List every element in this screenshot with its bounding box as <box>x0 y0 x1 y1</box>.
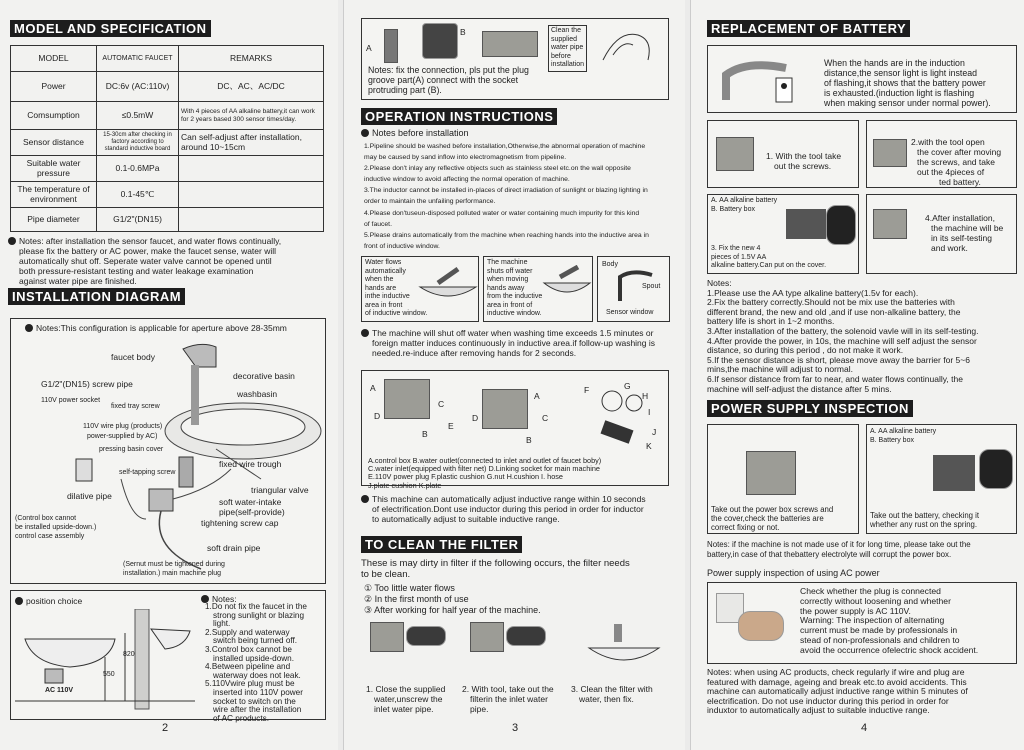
label-control-box-2: be installed upside-down.) <box>15 524 97 531</box>
label-dilative: dilative pipe <box>67 491 112 501</box>
label-fixed-tray: fixed tray screw <box>111 403 160 410</box>
control-box-image <box>384 379 430 419</box>
cell: Sensor distance <box>11 130 97 156</box>
rep-text: When the hands are in the induction distance,the sensor light is light instead of flashing,it shows that the battery power is exhausted.(induction light is flashing when making sensor under normal power). <box>824 58 991 108</box>
filter-intro: These is may dirty in filter if the following occurs, the filter needs to be clean. <box>361 558 630 580</box>
flow-box-2 <box>483 256 593 322</box>
install-title: INSTALLATION DIAGRAM <box>8 288 185 305</box>
label-sernut-2: installation.) main machine plug <box>123 570 222 577</box>
label-b: B <box>460 27 466 37</box>
letter-e: E <box>448 421 454 431</box>
ac-title: Power supply inspection of using AC power <box>707 568 880 578</box>
ac-text: Check whether the plug is connected correctly without loosening and whether the power supply is AC 110V. Warning: The inspection of alternating current must be made by professionals in stead of non-professionals and children to avoid the occurrence ofelectric shock accident. <box>800 586 979 655</box>
hand-plug-image <box>738 611 784 641</box>
step2-text: 2.with the tool open the cover after moving the screws, and take out the 4pieces of ted battery. <box>911 137 1002 187</box>
battery-box-image <box>933 455 975 491</box>
cell <box>179 208 324 232</box>
step-2-text: 2. With tool, take out the filterin the inlet water pipe. <box>462 684 554 714</box>
hand-image <box>826 205 856 245</box>
cell: 0.1-0.6MPa <box>97 156 179 182</box>
psi-title: POWER SUPPLY INSPECTION <box>707 400 913 417</box>
step4-text: 4.After installation, the machine will be in its self-testing and work. <box>925 213 1004 253</box>
label-plug: 110V wire plug (products) <box>83 423 163 430</box>
cell: Power <box>11 72 97 102</box>
filter-items: ① Too little water flows ② In the first month of use ③ After working for half year of the machine. <box>364 583 541 615</box>
cell: Comsumption <box>11 102 97 130</box>
shutoff-text: The machine will shut off water when washing time exceeds 1.5 minutes or foreign matter induces continuously in inductive area.if follow-up washing is needed.re-induce after removing hands for 2 seconds. <box>361 328 655 358</box>
cell: 0.1-45℃ <box>97 182 179 208</box>
bullet-icon <box>15 597 23 605</box>
letter-g: G <box>624 381 631 391</box>
pos-notes: 1.Do not fix the faucet in the strong sunlight or blazing light. 2.Supply and waterway switch being turned off. 3.Control box cannot be installed upside-down. 4.Between pipeline and waterway does not leak. 5.110Vwire plug must be inserted into 110V power socket to switch on the wire after the installation of AC products. <box>205 602 307 723</box>
label-g12: G1/2"(DN15) screw pipe <box>41 379 133 389</box>
step-1-text: 1. Close the supplied water,unscrew the inlet water pipe. <box>366 684 446 714</box>
label-soft-intake: soft water-intake <box>219 497 282 507</box>
label-washbasin: washbasin <box>237 389 278 399</box>
step1-text: 1. With the tool take out the screws. <box>766 151 842 171</box>
top-notes: Notes: fix the connection, pls put the plug groove part(A) connect with the socket protruding part (B). <box>368 65 529 95</box>
psi-right-text: Take out the battery, checking it whether any rust on the spring. <box>870 511 980 529</box>
label-pressing: pressing basin cover <box>99 446 164 453</box>
cell <box>179 182 324 208</box>
cell: Suitable water pressure <box>11 156 97 182</box>
spec-title: MODEL AND SPECIFICATION <box>10 20 211 37</box>
notes-line: please fix the battery or AC power, make the faucet sense, water will <box>19 246 277 256</box>
bullet-icon <box>361 129 369 137</box>
adjust-text: This machine can automatically adjust inductive range within 10 seconds of electrification.Dont use inductor during this period in order for inductor to automatically adjust to suitable inductive range. <box>361 494 646 524</box>
psi-notes: Notes: if the machine is not made use of it for long time, please take out the battery,in case of that thebattery electrolyte will corrupt the power box. <box>707 540 971 559</box>
page-number: 2 <box>162 722 169 734</box>
letter-d2: D <box>472 413 479 423</box>
label-tightening: tightening screw cap <box>201 518 279 528</box>
parts-legend: A.control box B.water outlet(connected to inlet and outlet of faucet boby) C.water inlet(equipped with filter net) D.Linking socket for main machine E.110V power plug F.plastic cushion G.nut H.cushion I. hose J.plate cushion K.plate <box>368 456 602 490</box>
notes-line: against water pipe are finished. <box>19 276 137 286</box>
page-2 <box>0 0 338 750</box>
plug-image <box>384 29 398 63</box>
psi-a: A. AA alkaline battery B. Battery box <box>870 428 937 444</box>
letter-k: K <box>646 441 652 451</box>
psi-right <box>866 424 1017 534</box>
page-number: 4 <box>861 722 868 734</box>
flow-box-3 <box>597 256 670 322</box>
letter-d: D <box>374 411 381 421</box>
label-110v: 110V power socket <box>41 397 101 404</box>
label-faucet-body: faucet body <box>111 352 155 362</box>
label-sernut-1: (Sernut must be tightened during <box>123 561 225 568</box>
label-control-box-3: control case assembly <box>15 533 85 540</box>
parts-figure <box>361 370 669 490</box>
filter-step-2-box <box>470 622 504 652</box>
bullet-icon <box>361 495 369 503</box>
cell: DC:6v (AC:110v) <box>97 72 179 102</box>
box1-text: Water flows automatically when the hands are inthe inductive area in front of inductive window. <box>365 259 428 317</box>
connection-figure <box>361 18 669 100</box>
bullet-icon <box>8 237 16 245</box>
letter-b2: B <box>526 435 532 445</box>
cell: Pipe diameter <box>11 208 97 232</box>
psi-left-text: Take out the power box screws and the cover,check the batteries are correct fixing or not. <box>711 505 834 532</box>
label-triangular: triangular valve <box>251 485 309 495</box>
dim-820: 820 <box>123 651 135 658</box>
op-items: 1.Pipeline should be washed before installation,Otherwise,the abnormal operation of machine may be caused by sand inflow into electromagnetism from pipeline. 2.Please don't inlay any reflective objects such as stainless steel etc.on the wall opposite inductive window to avoid affecting the normal operation of machine. 3.The inductor cannot be installed in-places of direct irradiation of sunlight or blazing lighting in order to maintain the unfailing performance. 4.Please don'tuseun-disposed polluted water or water containing much impurity for this kind of faucet. 5.Please drains automatically from the machine when reaching hands into the inductive area in front of inductive window. <box>364 143 649 250</box>
cell: DC、AC、AC/DC <box>179 72 324 102</box>
letter-f: F <box>584 385 590 395</box>
faucet-sketch <box>612 267 662 303</box>
basin-hand-1 <box>418 265 478 305</box>
letter-i: I <box>648 407 651 417</box>
final-notes: Notes: when using AC products, check regularly if wire and plug are featured with damage, ageing and break etc.to avoid accidents. This machine can automatically adjust inductive range within 5 minutes of electrification. Do not use inductor during this period in order for induxtor to automatically adjust to suitable inductive range. <box>707 667 968 716</box>
faucet-light-sketch <box>716 50 816 110</box>
socket-image <box>422 23 458 59</box>
battery-step-2 <box>866 120 1017 188</box>
page-3 <box>343 0 685 750</box>
ac-label: AC 110V <box>45 687 74 694</box>
box-image <box>482 31 538 57</box>
hand-sketch <box>598 25 658 65</box>
cell: ≤0.5mW <box>97 102 179 130</box>
box3-body: Body <box>602 261 618 268</box>
letter-c: C <box>438 399 445 409</box>
op-sub: Notes before installation <box>361 128 469 138</box>
battery-box-image <box>873 209 907 239</box>
clean-note: Clean the supplied water pipe before installation <box>548 25 587 72</box>
position-drawing <box>15 609 195 719</box>
cell: 15-30cm after checking in factory according to standard inductive board <box>97 130 179 156</box>
notes-line: automatically shut off. Seperate water valve cannot be opened until <box>19 256 272 266</box>
step3-top: A. AA alkaline battery B. Battery box <box>711 197 778 213</box>
cell: G1/2"(DN15) <box>97 208 179 232</box>
cell: With 4 pieces of AA alkaline battery,it can work for 2 years based 300 sensor times/day. <box>179 102 324 130</box>
letter-j: J <box>652 427 657 437</box>
battery-box-image <box>786 209 826 239</box>
battery-step-4 <box>866 194 1017 274</box>
battery-step-1 <box>707 120 859 188</box>
letter-h: H <box>642 391 649 401</box>
flow-box-1 <box>361 256 479 322</box>
filter-step-3-basin <box>584 620 664 670</box>
label-decorative-basin: decorative basin <box>233 371 295 381</box>
label-pipe-self: pipe(self-provide) <box>219 507 285 517</box>
cell: The temperature of environment <box>11 182 97 208</box>
label-powered: power-supplied by AC) <box>87 433 158 440</box>
position-choice <box>10 590 326 723</box>
battery-box-image <box>873 139 907 167</box>
box2-text: The machine shuts off water when moving hands away from the inductive area in front of inductive window. <box>487 259 543 317</box>
step3-bottom: 3. Fix the new 4 pieces of 1.5V AA alkaline battery.Can put on the cover. <box>711 245 827 269</box>
battery-box-image <box>716 137 754 171</box>
psi-left <box>707 424 859 534</box>
label-soft-drain: soft drain pipe <box>207 543 261 553</box>
page-4 <box>690 0 1024 750</box>
filter-title: TO CLEAN THE FILTER <box>361 536 522 553</box>
notes-line: both pressure-resistant testing and water leakage examination <box>19 266 254 276</box>
letter-a: A <box>370 383 376 393</box>
battery-step-3 <box>707 194 859 274</box>
install-diagram <box>10 318 326 584</box>
th-model: MODEL <box>11 46 97 72</box>
pos-notes-title: Notes: <box>201 594 237 604</box>
box3-spout: Spout <box>642 283 661 290</box>
power-box-image <box>746 451 796 495</box>
notes-line: Notes: after installation the sensor faucet, and water flows continually, <box>8 236 281 246</box>
dim-550: 550 <box>103 671 115 678</box>
letter-b: B <box>422 429 428 439</box>
cell <box>179 156 324 182</box>
th-remarks: REMARKS <box>179 46 324 72</box>
label-self-tapping: self-tapping screw <box>119 469 176 476</box>
ac-figure <box>707 582 1017 664</box>
label-a: A <box>366 43 372 53</box>
rep-title: REPLACEMENT OF BATTERY <box>707 20 910 37</box>
step-3-text: 3. Clean the filter with water, then fix. <box>571 684 653 704</box>
battery-notes: Notes: 1.Please use the AA type alkaline battery(1.5v for each). 2.Fix the battery correctly.Should not be mix use the batteries with different brand, the new and old ,and if use non-alkaline battery, the battery life is short in 1~2 months. 3.After installation of the battery, the solenoid vavle will in its self-testing. 4.After provide the power, in 10s, the machine will self adjust the sensor distance, so during this period , do not make it work. 5.If the sensor distance is short, please move away the barrier for 5~6 mins,the machine will adjust to normal. 6.If sensor distance from far to near, and water flows continually, the machine will self-adjust the distance after 5 mins. <box>707 278 979 394</box>
label-control-box-1: (Control box cannot <box>15 515 77 522</box>
spec-table <box>10 45 324 232</box>
letter-a2: A <box>534 391 540 401</box>
page-number: 3 <box>512 722 519 734</box>
bullet-icon <box>361 329 369 337</box>
letter-c2: C <box>542 413 549 423</box>
cell: Can self-adjust after installation, around 10~15cm <box>179 130 324 156</box>
hand-image <box>979 449 1013 489</box>
install-note: Notes:This configuration is applicable for aperture above 28-35mm <box>25 323 287 333</box>
control-box-image-2 <box>482 389 528 429</box>
basin-hand-2 <box>542 265 592 305</box>
filter-step-1-box <box>370 622 404 652</box>
filter-step-1-hand <box>406 626 446 646</box>
basin-drawing <box>11 319 327 585</box>
th-auto: AUTOMATIC FAUCET <box>97 46 179 72</box>
position-title: position choice <box>15 596 82 606</box>
rep-figure <box>707 45 1017 113</box>
label-fixed-wire: fixed wire trough <box>219 459 282 469</box>
filter-step-2-hand <box>506 626 546 646</box>
box3-sensor: Sensor window <box>606 309 654 316</box>
op-title: OPERATION INSTRUCTIONS <box>361 108 557 125</box>
